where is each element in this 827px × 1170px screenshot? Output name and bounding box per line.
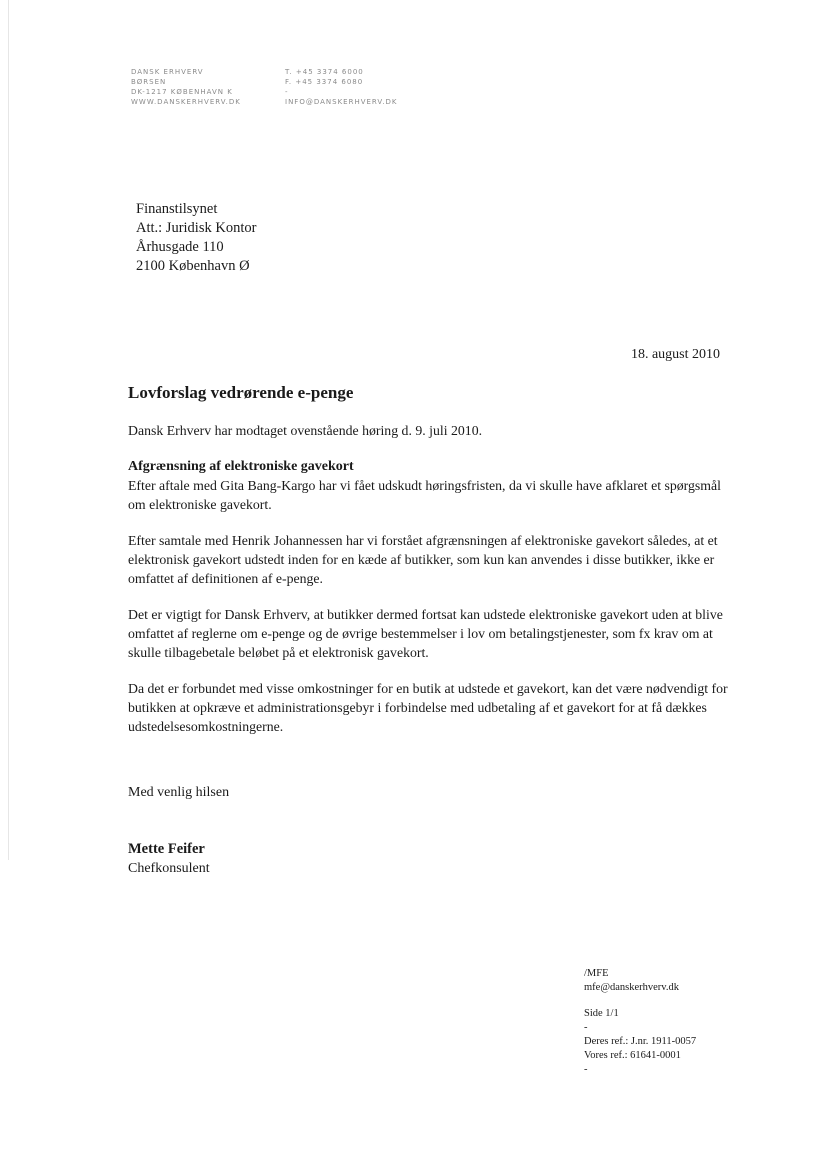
closing-greeting: Med venlig hilsen (128, 785, 230, 800)
ref-dash: - (584, 1064, 588, 1075)
letterhead-building: BØRSEN (131, 78, 167, 86)
signatory-title: Chefkonsulent (128, 861, 210, 876)
ref-page: Side 1/1 (584, 1008, 619, 1019)
body-paragraph: Efter samtale med Henrik Johannessen har vi forstået afgrænsningen af elektroniske gavekort således, at et elektronisk gavekort udstedt inden for en kæde af butikker, som kun kan anvendes i disse butikker, ikke er omfattet af definitionen af e-penge. (128, 533, 718, 586)
letterhead-postcode: DK-1217 KØBENHAVN K (131, 88, 233, 96)
ref-email: mfe@danskerhverv.dk (584, 982, 679, 993)
body-paragraph: Efter aftale med Gita Bang-Kargo har vi fået udskudt høringsfristen, da vi skulle have afklaret et spørgsmål om elektroniske gavekort. (128, 478, 721, 512)
recipient-line: Finanstilsynet (136, 201, 218, 217)
letterhead-website: WWW.DANSKERHVERV.DK (131, 98, 241, 106)
body-paragraph: Det er vigtigt for Dansk Erhverv, at butikker dermed fortsat kan udstede elektroniske gavekort uden at blive omfattet af reglerne om e-penge og de øvrige bestemmelser i lov om betalingstjenester, som fx krav om at skulle tilbagebetale beløbet på et elektronisk gavekort. (128, 607, 723, 660)
section-heading: Afgrænsning af elektroniske gavekort (128, 459, 354, 474)
letterhead-address (131, 67, 241, 107)
section-paragraph (128, 457, 728, 514)
letterhead-dash: - (285, 88, 289, 96)
letterhead-company: DANSK ERHVERV (131, 68, 204, 76)
signatory-name: Mette Feifer (128, 841, 205, 857)
letterhead-contact (285, 67, 398, 107)
letter-date: 18. august 2010 (630, 347, 720, 362)
scan-edge-line (8, 0, 9, 860)
reference-block (584, 967, 696, 1077)
signature-block (128, 840, 210, 878)
letter-body (128, 421, 728, 753)
ref-dash: - (584, 1022, 588, 1033)
recipient-line: Århusgade 110 (136, 239, 224, 255)
recipient-line: Att.: Juridisk Kontor (136, 220, 257, 236)
ref-vores: Vores ref.: 61641-0001 (584, 1050, 681, 1061)
letterhead-fax: F. +45 3374 6080 (285, 78, 364, 86)
ref-initials: /MFE (584, 968, 609, 979)
body-paragraph: Da det er forbundet med visse omkostninger for en butik at udstede et gavekort, kan det være nødvendigt for butikken at opkræve et administrationsgebyr i forbindelse med udbetaling af et gavekort for at få dækkes udstedelsesomkostningerne. (128, 681, 728, 734)
letterhead-phone: T. +45 3374 6000 (285, 68, 364, 76)
recipient-address (136, 200, 256, 276)
letter-subject: Lovforslag vedrørende e-penge (128, 383, 354, 402)
recipient-line: 2100 København Ø (136, 258, 250, 274)
letterhead-email: INFO@DANSKERHVERV.DK (285, 98, 398, 106)
ref-deres: Deres ref.: J.nr. 1911-0057 (584, 1036, 697, 1047)
intro-paragraph: Dansk Erhverv har modtaget ovenstående høring d. 9. juli 2010. (128, 423, 483, 438)
